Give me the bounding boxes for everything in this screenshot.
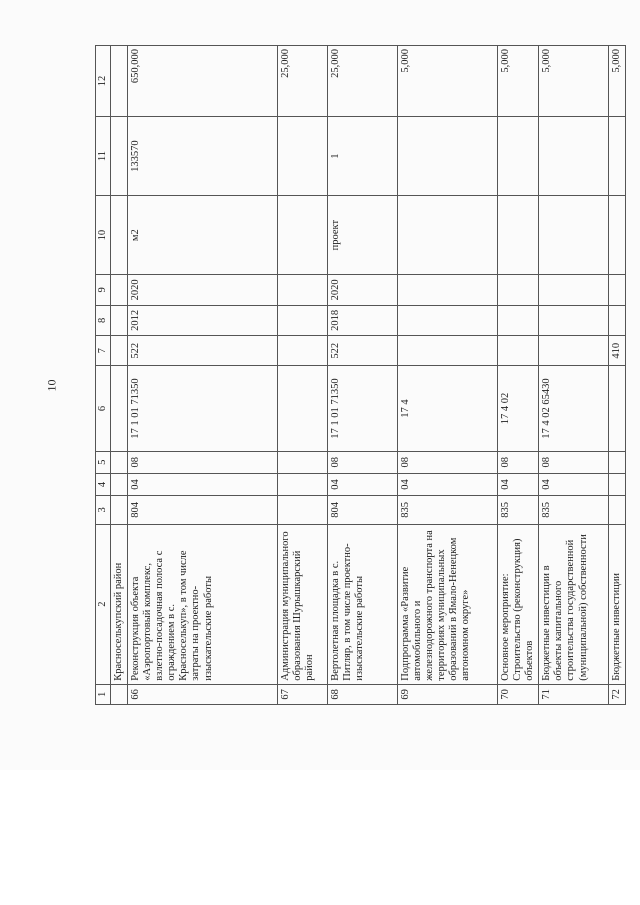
table-cell-c4: [609, 473, 626, 495]
table-cell-c10: м2: [128, 196, 278, 275]
table-cell-c6: 17 1 01 71350: [328, 366, 398, 451]
table-cell-c7: 410: [609, 336, 626, 366]
table-cell-c6: [278, 366, 328, 451]
table-cell-num: 68: [328, 684, 398, 704]
table-cell-c3: 804: [328, 496, 398, 524]
table-cell-c8: 2018: [328, 305, 398, 335]
table-cell-c9: [539, 275, 609, 305]
header-cell: 8: [96, 305, 111, 335]
table-cell-c8: [498, 305, 539, 335]
table-cell-c3: [278, 496, 328, 524]
table-cell-c11: [398, 117, 498, 196]
table-cell-c4: 04: [398, 473, 498, 495]
table-row: [498, 46, 539, 705]
table-cell-c11: [609, 117, 626, 196]
table-cell-num: 72: [609, 684, 626, 704]
table-row: [128, 46, 278, 705]
table-cell-c3: [111, 496, 128, 524]
table-cell-c6: 17 4 02: [498, 366, 539, 451]
table-cell-c10: [539, 196, 609, 275]
table-cell-name: Бюджетные инвестиции в объекты капитального строительства государственной (муниципальной) собственности: [539, 524, 609, 684]
table-cell-num: 67: [278, 684, 328, 704]
table-cell-c12: 25,000: [328, 46, 398, 117]
page-number: 10: [44, 379, 59, 392]
table-cell-c7: [539, 336, 609, 366]
table-cell-c8: [278, 305, 328, 335]
rotated-table-wrapper: [95, 45, 623, 705]
header-cell: 5: [96, 451, 111, 473]
table-cell-c8: [539, 305, 609, 335]
table-cell-c9: 2020: [328, 275, 398, 305]
table-cell-c12: 5,000: [498, 46, 539, 117]
table-cell-c4: 04: [498, 473, 539, 495]
table-cell-c11: 1: [328, 117, 398, 196]
table-cell-c7: [498, 336, 539, 366]
table-cell-num: [111, 684, 128, 704]
budget-table: [95, 45, 626, 705]
table-cell-c11: [278, 117, 328, 196]
table-cell-c3: [609, 496, 626, 524]
table-cell-c10: [498, 196, 539, 275]
table-cell-c12: 5,000: [609, 46, 626, 117]
header-cell: 6: [96, 366, 111, 451]
table-cell-c6: [609, 366, 626, 451]
table-row: [278, 46, 328, 705]
header-cell: 11: [96, 117, 111, 196]
table-cell-c6: 17 1 01 71350: [128, 366, 278, 451]
table-cell-c10: [398, 196, 498, 275]
table-cell-c7: [278, 336, 328, 366]
table-cell-c12: 25,000: [278, 46, 328, 117]
table-cell-c5: [278, 451, 328, 473]
table-cell-c4: [278, 473, 328, 495]
table-cell-c3: 804: [128, 496, 278, 524]
table-cell-num: 70: [498, 684, 539, 704]
table-cell-c5: 08: [398, 451, 498, 473]
table-cell-c6: [111, 366, 128, 451]
header-cell: 10: [96, 196, 111, 275]
header-cell: 2: [96, 524, 111, 684]
table-cell-name: Вертолетная площадка в с. Питляр, в том числе проектно-изыскательские работы: [328, 524, 398, 684]
header-cell: 1: [96, 684, 111, 704]
table-cell-c8: [609, 305, 626, 335]
table-cell-c12: 5,000: [398, 46, 498, 117]
table-cell-c4: [111, 473, 128, 495]
table-cell-c6: 17 4: [398, 366, 498, 451]
table-cell-c3: 835: [539, 496, 609, 524]
header-cell: 7: [96, 336, 111, 366]
table-cell-c10: проект: [328, 196, 398, 275]
table-cell-c9: [278, 275, 328, 305]
table-cell-name: Подпрограмма «Развитие автомобильного и железнодорожного транспорта на территориях муниципальных образований в Ямало-Ненецком автономном округе»: [398, 524, 498, 684]
table-cell-c11: 133570: [128, 117, 278, 196]
table-cell-c5: 08: [128, 451, 278, 473]
table-cell-c10: [609, 196, 626, 275]
header-cell: 12: [96, 46, 111, 117]
table-cell-c10: [278, 196, 328, 275]
table-row: [328, 46, 398, 705]
table-cell-c9: [498, 275, 539, 305]
table-cell-c8: [398, 305, 498, 335]
table-cell-c11: [498, 117, 539, 196]
table-cell-c5: [111, 451, 128, 473]
table-cell-c4: 04: [128, 473, 278, 495]
table-row: [539, 46, 609, 705]
table-cell-c7: [398, 336, 498, 366]
table-cell-c4: 04: [328, 473, 398, 495]
table-cell-c8: 2012: [128, 305, 278, 335]
table-cell-c9: [609, 275, 626, 305]
table-cell-c11: [539, 117, 609, 196]
table-row: [609, 46, 626, 705]
table-cell-c7: 522: [328, 336, 398, 366]
header-cell: 4: [96, 473, 111, 495]
table-cell-c5: 08: [539, 451, 609, 473]
table-cell-c9: [398, 275, 498, 305]
table-cell-c5: 08: [498, 451, 539, 473]
table-cell-c5: [609, 451, 626, 473]
table-cell-c12: 650,000: [128, 46, 278, 117]
table-cell-num: 69: [398, 684, 498, 704]
table-cell-name: Реконструкция объекта «Аэропортовый комплекс, взлетно-посадочная полоса с ограждением в с. Красноселькуп», в том числе затраты на проектно-изыскательские работы: [128, 524, 278, 684]
table-cell-c11: [111, 117, 128, 196]
header-row: [96, 46, 111, 705]
table-cell-c12: 5,000: [539, 46, 609, 117]
header-cell: 9: [96, 275, 111, 305]
table-cell-c3: 835: [498, 496, 539, 524]
table-cell-name: Бюджетные инвестиции: [609, 524, 626, 684]
table-row: [111, 46, 128, 705]
table-cell-name: Красноселькупский район: [111, 524, 128, 684]
table-cell-c4: 04: [539, 473, 609, 495]
table-cell-c7: [111, 336, 128, 366]
table-cell-num: 71: [539, 684, 609, 704]
table-cell-num: 66: [128, 684, 278, 704]
table-cell-name: Основное мероприятие: Строительство (реконструкция) объектов: [498, 524, 539, 684]
table-row: [398, 46, 498, 705]
table-cell-c5: 08: [328, 451, 398, 473]
header-cell: 3: [96, 496, 111, 524]
table-cell-c12: [111, 46, 128, 117]
table-cell-c9: 2020: [128, 275, 278, 305]
table-cell-c10: [111, 196, 128, 275]
table-cell-c6: 17 4 02 65430: [539, 366, 609, 451]
table-cell-c8: [111, 305, 128, 335]
table-cell-name: Администрация муниципального образования Шурышкарский район: [278, 524, 328, 684]
table-cell-c3: 835: [398, 496, 498, 524]
table-cell-c9: [111, 275, 128, 305]
table-cell-c7: 522: [128, 336, 278, 366]
